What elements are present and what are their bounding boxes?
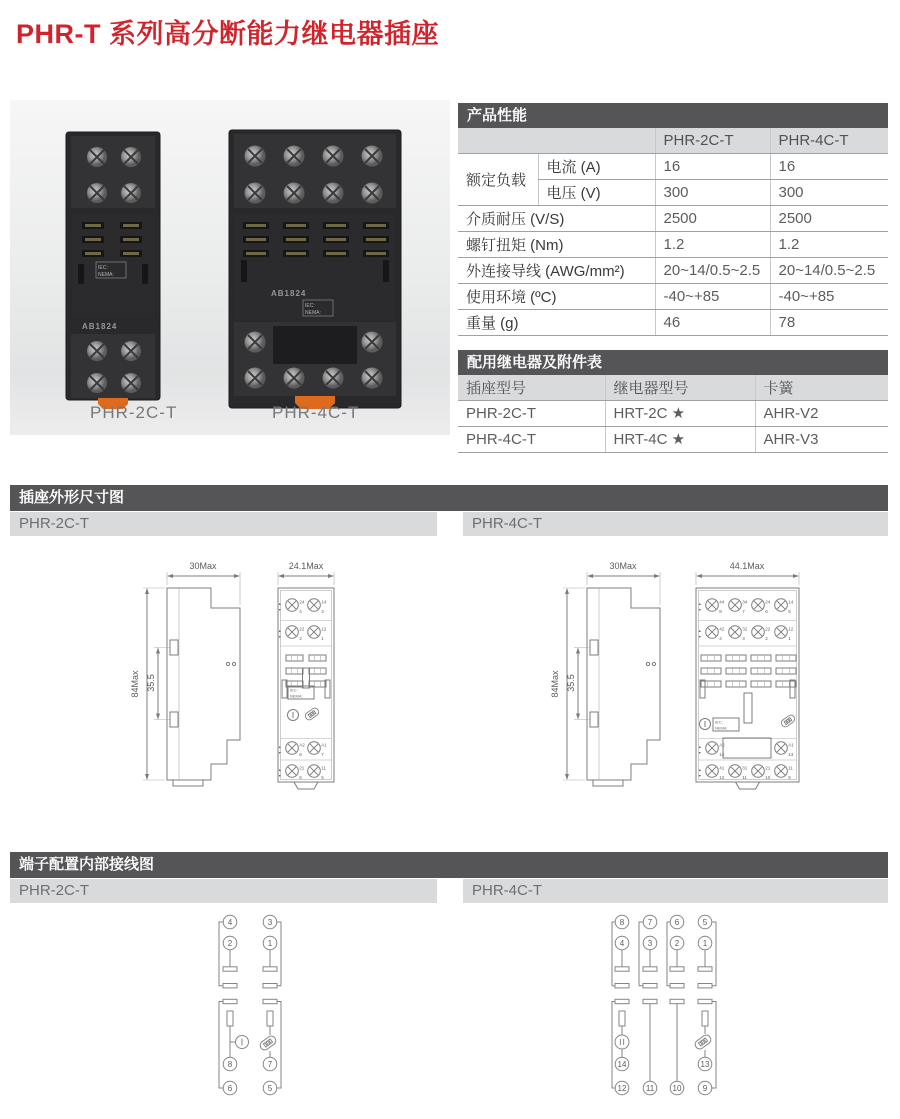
col-header-2c: PHR-2C-T bbox=[655, 128, 770, 153]
svg-text:▲: ▲ bbox=[698, 768, 702, 772]
dim-side-width-2c: 30Max bbox=[189, 561, 217, 571]
svg-text:21: 21 bbox=[299, 765, 305, 771]
cert-nema-label: NEMA: bbox=[715, 725, 728, 731]
svg-text:3: 3 bbox=[742, 636, 745, 641]
row-group-label: 额定负载 bbox=[458, 153, 538, 205]
col-header-clip: 卡簧 bbox=[755, 375, 888, 400]
table-row bbox=[458, 400, 888, 426]
product-photo-4c bbox=[225, 128, 405, 418]
svg-text:A2: A2 bbox=[719, 742, 725, 748]
row-label: 使用环境 (ºC) bbox=[458, 283, 655, 309]
col-header-4c: PHR-4C-T bbox=[770, 128, 888, 153]
svg-text:3: 3 bbox=[267, 917, 273, 927]
row-label: 介质耐压 (V/S) bbox=[458, 205, 655, 231]
dimension-drawing-2c bbox=[120, 552, 370, 817]
svg-text:13: 13 bbox=[700, 1059, 710, 1069]
value-4c: -40~+85 bbox=[770, 283, 888, 309]
svg-text:▼: ▼ bbox=[698, 774, 702, 778]
svg-text:11: 11 bbox=[321, 765, 326, 771]
svg-text:7: 7 bbox=[742, 609, 745, 614]
table-header-row bbox=[458, 375, 888, 400]
svg-text:1: 1 bbox=[702, 938, 708, 948]
svg-text:11: 11 bbox=[742, 775, 747, 780]
table-row bbox=[458, 205, 888, 231]
row-label: 电压 (V) bbox=[538, 179, 655, 205]
svg-text:5: 5 bbox=[702, 917, 708, 927]
table-row bbox=[458, 153, 888, 179]
svg-text:14: 14 bbox=[719, 752, 725, 757]
col-header-relay: 继电器型号 bbox=[605, 375, 755, 400]
socket-model: PHR-4C-T bbox=[458, 426, 605, 452]
svg-text:▲: ▲ bbox=[698, 602, 702, 606]
cert-iec-label: IEC: bbox=[98, 265, 108, 271]
dim-inner-height-4c: 35.5 bbox=[566, 674, 576, 692]
table-row bbox=[458, 283, 888, 309]
accessory-table-box bbox=[458, 350, 888, 453]
svg-text:13: 13 bbox=[788, 752, 794, 757]
value-2c: 1.2 bbox=[655, 231, 770, 257]
value-2c: 20~14/0.5~2.5 bbox=[655, 257, 770, 283]
svg-text:24: 24 bbox=[765, 599, 771, 605]
socket-model: PHR-2C-T bbox=[458, 400, 605, 426]
svg-text:10: 10 bbox=[765, 775, 771, 780]
wiring-4c bbox=[612, 915, 716, 1095]
front-view-2c bbox=[278, 572, 334, 789]
svg-text:1: 1 bbox=[321, 636, 324, 641]
svg-text:14: 14 bbox=[788, 599, 794, 605]
performance-table bbox=[458, 128, 888, 336]
svg-text:▲: ▲ bbox=[698, 629, 702, 633]
svg-text:▼: ▼ bbox=[278, 774, 282, 778]
svg-text:4: 4 bbox=[719, 636, 722, 641]
dim-height-4c: 84Max bbox=[550, 670, 560, 698]
product-photo-2c bbox=[58, 130, 168, 410]
dim-front-width-4c: 44.1Max bbox=[729, 561, 765, 571]
svg-text:A2: A2 bbox=[299, 742, 305, 748]
cert-nema-label: NEMA: bbox=[305, 310, 321, 316]
svg-text:9: 9 bbox=[702, 1083, 708, 1093]
svg-text:44: 44 bbox=[719, 599, 725, 605]
wiring-section-title: 端子配置内部接线图 bbox=[10, 852, 888, 878]
value-4c: 2500 bbox=[770, 205, 888, 231]
value-2c: 46 bbox=[655, 309, 770, 335]
table-header-row bbox=[458, 128, 888, 153]
dimension-drawing-4c bbox=[545, 552, 835, 817]
svg-text:6: 6 bbox=[674, 917, 680, 927]
svg-text:8: 8 bbox=[719, 609, 722, 614]
svg-text:▲: ▲ bbox=[278, 768, 282, 772]
photo-label-2c: PHR-2C-T bbox=[90, 403, 178, 422]
clip-model: AHR-V2 bbox=[755, 400, 888, 426]
svg-text:24: 24 bbox=[299, 599, 305, 605]
svg-text:5: 5 bbox=[321, 775, 324, 780]
value-4c: 78 bbox=[770, 309, 888, 335]
front-terminals-4c bbox=[698, 599, 794, 780]
wiring-2c bbox=[219, 915, 281, 1095]
svg-text:2: 2 bbox=[227, 938, 233, 948]
cert-iec-label: IEC: bbox=[290, 687, 298, 693]
svg-text:3: 3 bbox=[321, 609, 324, 614]
svg-text:▼: ▼ bbox=[698, 608, 702, 612]
clip-model: AHR-V3 bbox=[755, 426, 888, 452]
value-2c: 16 bbox=[655, 153, 770, 179]
svg-text:▲: ▲ bbox=[278, 602, 282, 606]
dim-inner-height-2c: 35.5 bbox=[146, 674, 156, 692]
row-label: 外连接导线 (AWG/mm²) bbox=[458, 257, 655, 283]
svg-text:21: 21 bbox=[765, 765, 771, 771]
svg-text:▼: ▼ bbox=[698, 751, 702, 755]
svg-text:▼: ▼ bbox=[278, 751, 282, 755]
performance-table-box bbox=[458, 103, 888, 336]
empty-header-cell bbox=[458, 128, 655, 153]
dimensions-model-2c-band: PHR-2C-T bbox=[10, 512, 437, 536]
model-marking: AB1824 bbox=[271, 289, 307, 298]
svg-text:12: 12 bbox=[719, 775, 725, 780]
svg-text:14: 14 bbox=[617, 1059, 627, 1069]
svg-text:▼: ▼ bbox=[278, 608, 282, 612]
relay-model: HRT-4C ★ bbox=[605, 426, 755, 452]
cert-iec-label: IEC: bbox=[305, 303, 315, 309]
svg-text:12: 12 bbox=[788, 626, 794, 632]
svg-text:4: 4 bbox=[619, 938, 625, 948]
page-title: PHR-T 系列高分断能力继电器插座 bbox=[16, 19, 439, 49]
svg-text:7: 7 bbox=[647, 917, 653, 927]
front-terminals-2c bbox=[278, 599, 327, 780]
row-label: 重量 (g) bbox=[458, 309, 655, 335]
svg-text:4: 4 bbox=[299, 609, 302, 614]
value-4c: 1.2 bbox=[770, 231, 888, 257]
svg-text:31: 31 bbox=[742, 765, 748, 771]
svg-text:3: 3 bbox=[647, 938, 653, 948]
value-2c: 300 bbox=[655, 179, 770, 205]
side-view-4c bbox=[563, 572, 660, 786]
svg-text:32: 32 bbox=[742, 626, 748, 632]
svg-text:11: 11 bbox=[788, 765, 793, 771]
value-4c: 20~14/0.5~2.5 bbox=[770, 257, 888, 283]
value-2c: -40~+85 bbox=[655, 283, 770, 309]
svg-text:22: 22 bbox=[765, 626, 771, 632]
svg-text:34: 34 bbox=[742, 599, 748, 605]
relay-model: HRT-2C ★ bbox=[605, 400, 755, 426]
svg-text:▲: ▲ bbox=[698, 745, 702, 749]
wiring-diagram-4c bbox=[582, 903, 752, 1118]
svg-text:12: 12 bbox=[321, 626, 327, 632]
photo-label-4c: PHR-4C-T bbox=[272, 403, 360, 422]
svg-text:6: 6 bbox=[765, 609, 768, 614]
svg-text:1: 1 bbox=[788, 636, 791, 641]
svg-text:12: 12 bbox=[617, 1083, 627, 1093]
accessory-table-title: 配用继电器及附件表 bbox=[458, 350, 888, 375]
model-marking: AB1824 bbox=[82, 322, 118, 331]
svg-text:2: 2 bbox=[765, 636, 768, 641]
value-2c: 2500 bbox=[655, 205, 770, 231]
svg-text:9: 9 bbox=[788, 775, 791, 780]
dim-front-width-2c: 24.1Max bbox=[288, 561, 324, 571]
value-4c: 300 bbox=[770, 179, 888, 205]
dim-side-width-4c: 30Max bbox=[609, 561, 637, 571]
svg-text:▼: ▼ bbox=[278, 635, 282, 639]
svg-text:8: 8 bbox=[299, 752, 302, 757]
product-photo-panel bbox=[10, 100, 450, 435]
table-row bbox=[458, 309, 888, 335]
dimensions-section-title: 插座外形尺寸图 bbox=[10, 485, 888, 511]
svg-text:7: 7 bbox=[321, 752, 324, 757]
svg-text:7: 7 bbox=[267, 1059, 273, 1069]
svg-text:4: 4 bbox=[227, 917, 233, 927]
svg-text:14: 14 bbox=[321, 599, 327, 605]
svg-text:A1: A1 bbox=[788, 742, 794, 748]
svg-text:6: 6 bbox=[227, 1083, 233, 1093]
svg-text:41: 41 bbox=[719, 765, 725, 771]
performance-table-title: 产品性能 bbox=[458, 103, 888, 128]
svg-text:▲: ▲ bbox=[278, 745, 282, 749]
accessory-table bbox=[458, 375, 888, 453]
table-row bbox=[458, 426, 888, 452]
dimensions-model-4c-band: PHR-4C-T bbox=[463, 512, 888, 536]
svg-text:11: 11 bbox=[645, 1083, 655, 1093]
svg-text:2: 2 bbox=[674, 938, 680, 948]
cert-nema-label: NEMA: bbox=[290, 693, 303, 699]
svg-text:10: 10 bbox=[672, 1083, 682, 1093]
wiring-model-4c-band: PHR-4C-T bbox=[463, 879, 888, 903]
svg-text:2: 2 bbox=[299, 636, 302, 641]
wiring-diagram-2c bbox=[198, 903, 323, 1118]
row-label: 电流 (A) bbox=[538, 153, 655, 179]
svg-text:1: 1 bbox=[267, 938, 273, 948]
wiring-model-2c-band: PHR-2C-T bbox=[10, 879, 437, 903]
side-view-2c bbox=[143, 572, 240, 786]
svg-text:22: 22 bbox=[299, 626, 305, 632]
col-header-socket: 插座型号 bbox=[458, 375, 605, 400]
table-row bbox=[458, 257, 888, 283]
table-row bbox=[458, 231, 888, 257]
svg-text:5: 5 bbox=[788, 609, 791, 614]
value-4c: 16 bbox=[770, 153, 888, 179]
coil-icon bbox=[615, 1035, 629, 1049]
svg-text:▼: ▼ bbox=[698, 635, 702, 639]
svg-text:6: 6 bbox=[299, 775, 302, 780]
svg-text:5: 5 bbox=[267, 1083, 273, 1093]
svg-text:42: 42 bbox=[719, 626, 725, 632]
dim-height-2c: 84Max bbox=[130, 670, 140, 698]
svg-text:8: 8 bbox=[619, 917, 625, 927]
row-label: 螺钉扭矩 (Nm) bbox=[458, 231, 655, 257]
cert-nema-label: NEMA: bbox=[98, 272, 114, 278]
cert-iec-label: IEC: bbox=[715, 719, 723, 725]
svg-text:A1: A1 bbox=[321, 742, 327, 748]
svg-text:8: 8 bbox=[227, 1059, 233, 1069]
svg-text:▲: ▲ bbox=[278, 629, 282, 633]
